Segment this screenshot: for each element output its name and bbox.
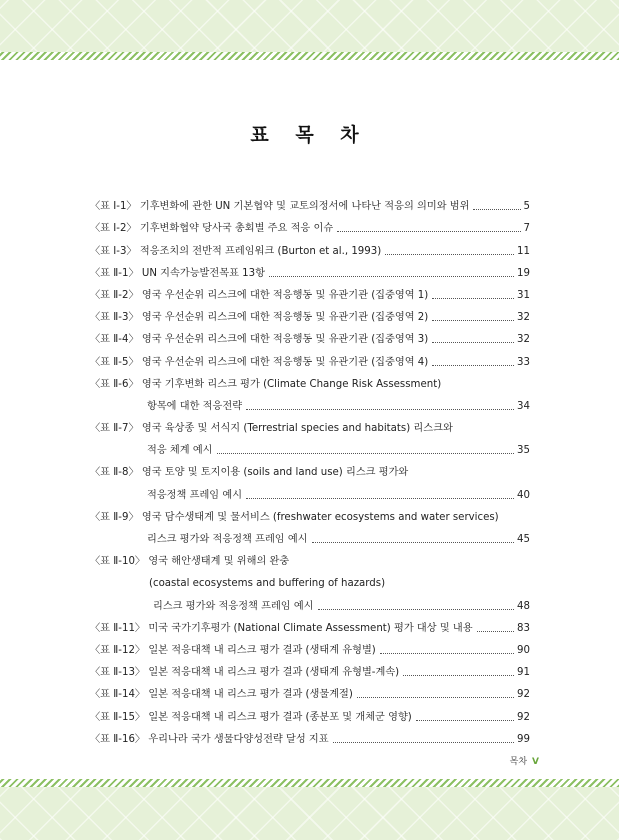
toc-entry[interactable] [90, 725, 530, 747]
dot-leader [380, 653, 514, 654]
toc-entry-page: 40 [517, 489, 530, 501]
toc-entry-text: 〈표 Ⅰ-1〉 기후변화에 관한 UN 기본협약 및 교토의정서에 나타난 적응의 의미와 범위 [90, 201, 470, 213]
toc-entry-text: 〈표 Ⅱ-15〉 일본 적응대책 내 리스크 평가 결과 (종분포 및 개체군 영향) [90, 711, 412, 723]
toc-entry-page: 99 [517, 733, 530, 745]
dot-leader [473, 209, 520, 210]
toc-entry-page: 83 [517, 622, 530, 634]
toc-entry[interactable] [90, 636, 530, 658]
toc-entry-page: 92 [517, 711, 530, 723]
toc-entry-text: 〈표 Ⅰ-3〉 적응조치의 전반적 프레임워크 (Burton et al., 1993) [90, 245, 382, 257]
dot-leader [269, 276, 514, 277]
toc-entry-text: 〈표 Ⅱ-8〉 영국 토양 및 토지이용 (soils and land use) 리스크 평가와 [90, 467, 409, 479]
toc-entry-text: 〈표 Ⅱ-13〉 일본 적응대책 내 리스크 평가 결과 (생태계 유형별-계속) [90, 667, 400, 679]
dot-leader [432, 298, 514, 299]
toc-entry[interactable] [90, 702, 530, 724]
toc-entry-text: 〈표 Ⅱ-14〉 일본 적응대책 내 리스크 평가 결과 (생물계절) [90, 689, 353, 701]
toc-entry-continuation[interactable] [90, 480, 530, 502]
toc-entry-text: 〈표 Ⅱ-2〉 영국 우선순위 리스크에 대한 적응행동 및 유관기관 (집중영역 1) [90, 289, 429, 301]
page-footer [510, 754, 539, 767]
toc-entry-text: 리스크 평가와 적응정책 프레임 예시 [153, 600, 314, 612]
toc-entry-text: 적응정책 프레임 예시 [147, 489, 243, 501]
footer-stripe [0, 779, 619, 787]
toc-entry[interactable] [90, 547, 530, 569]
toc-entry[interactable] [90, 214, 530, 236]
toc-entry[interactable] [90, 303, 530, 325]
toc-entry-page: 19 [517, 267, 530, 279]
toc-entry[interactable] [90, 236, 530, 258]
dot-leader [217, 453, 515, 454]
toc-entry-text: 항목에 대한 적응전략 [147, 400, 243, 412]
toc-entry-page: 34 [517, 400, 530, 412]
dot-leader [432, 365, 514, 366]
dot-leader [333, 742, 514, 743]
toc-entry-text: 〈표 Ⅱ-12〉 일본 적응대책 내 리스크 평가 결과 (생태계 유형별) [90, 644, 376, 656]
dot-leader [432, 342, 514, 343]
dot-leader [416, 720, 514, 721]
toc-entry[interactable] [90, 347, 530, 369]
toc-entry-text: 〈표 Ⅱ-16〉 우리나라 국가 생물다양성전략 달성 지표 [90, 733, 329, 745]
toc-entry-continuation[interactable] [90, 591, 530, 613]
toc-entry[interactable] [90, 259, 530, 281]
toc-entry-page: 11 [517, 245, 530, 257]
toc-entry[interactable] [90, 414, 530, 436]
toc-entry-page: 48 [517, 600, 530, 612]
toc-entry-continuation[interactable] [90, 569, 530, 591]
toc-entry[interactable] [90, 370, 530, 392]
dot-leader [403, 675, 514, 676]
page-title: 표 목 차 [250, 124, 369, 146]
toc-entry[interactable] [90, 325, 530, 347]
toc-entry-page: 32 [517, 312, 530, 324]
toc-entry-text: 〈표 Ⅱ-5〉 영국 우선순위 리스크에 대한 적응행동 및 유관기관 (집중영역 4) [90, 356, 429, 368]
toc-entry-text: 〈표 Ⅱ-11〉 미국 국가기후평가 (National Climate Assessment) 평가 대상 및 내용 [90, 622, 473, 634]
toc-entry-continuation[interactable] [90, 436, 530, 458]
toc-entry-page: 90 [517, 644, 530, 656]
toc-entry-page: 32 [517, 334, 530, 346]
dot-leader [477, 631, 514, 632]
dot-leader [246, 409, 514, 410]
dot-leader [318, 609, 514, 610]
toc-entry[interactable] [90, 614, 530, 636]
toc-entry[interactable] [90, 458, 530, 480]
toc-entry[interactable] [90, 503, 530, 525]
toc-entry-page: 7 [523, 223, 530, 235]
toc-entry-text: (coastal ecosystems and buffering of hazards) [149, 578, 386, 590]
toc-entry-page: 31 [517, 289, 530, 301]
toc-entry-text: 〈표 Ⅱ-9〉 영국 담수생태계 및 물서비스 (freshwater ecosystems and water services) [90, 511, 499, 523]
toc-entry-text: 리스크 평가와 적응정책 프레임 예시 [147, 534, 308, 545]
toc-entry[interactable] [90, 192, 530, 214]
dot-leader [385, 254, 514, 255]
dot-leader [337, 231, 520, 232]
footer-pattern-band [0, 787, 619, 840]
table-of-contents-list [90, 192, 530, 747]
toc-entry-text: 〈표 Ⅰ-2〉 기후변화협약 당사국 총회별 주요 적응 이슈 [90, 223, 334, 235]
header-stripe [0, 52, 619, 60]
dot-leader [357, 697, 514, 698]
toc-entry-text: 〈표 Ⅱ-7〉 영국 육상종 및 서식지 (Terrestrial species and habitats) 리스크와 [90, 423, 453, 435]
toc-entry[interactable] [90, 658, 530, 680]
toc-entry-continuation[interactable] [90, 525, 530, 547]
footer-page-number: Ⅴ [532, 757, 539, 767]
toc-entry[interactable] [90, 281, 530, 303]
toc-entry-text: 적응 체계 예시 [147, 445, 213, 457]
toc-entry-text: 〈표 Ⅱ-6〉 영국 기후변화 리스크 평가 (Climate Change Risk Assessment) [90, 378, 442, 390]
toc-entry-page: 5 [523, 201, 530, 213]
toc-entry-page: 45 [517, 534, 530, 545]
toc-entry-continuation[interactable] [90, 392, 530, 414]
toc-entry-text: 〈표 Ⅱ-10〉 영국 해안생태계 및 위해의 완충 [90, 556, 290, 568]
toc-entry-text: 〈표 Ⅱ-1〉 UN 지속가능발전목표 13항 [90, 267, 265, 279]
toc-entry-page: 91 [517, 667, 530, 679]
toc-entry-page: 92 [517, 689, 530, 701]
toc-entry-page: 35 [517, 445, 530, 457]
dot-leader [312, 542, 514, 543]
toc-entry-page: 33 [517, 356, 530, 368]
toc-entry[interactable] [90, 680, 530, 702]
footer-section-label: 목차 [509, 757, 528, 767]
dot-leader [432, 320, 514, 321]
header-pattern-band [0, 0, 619, 52]
toc-entry-text: 〈표 Ⅱ-3〉 영국 우선순위 리스크에 대한 적응행동 및 유관기관 (집중영역 2) [90, 312, 429, 324]
dot-leader [246, 498, 514, 499]
toc-entry-text: 〈표 Ⅱ-4〉 영국 우선순위 리스크에 대한 적응행동 및 유관기관 (집중영역 3) [90, 334, 429, 346]
